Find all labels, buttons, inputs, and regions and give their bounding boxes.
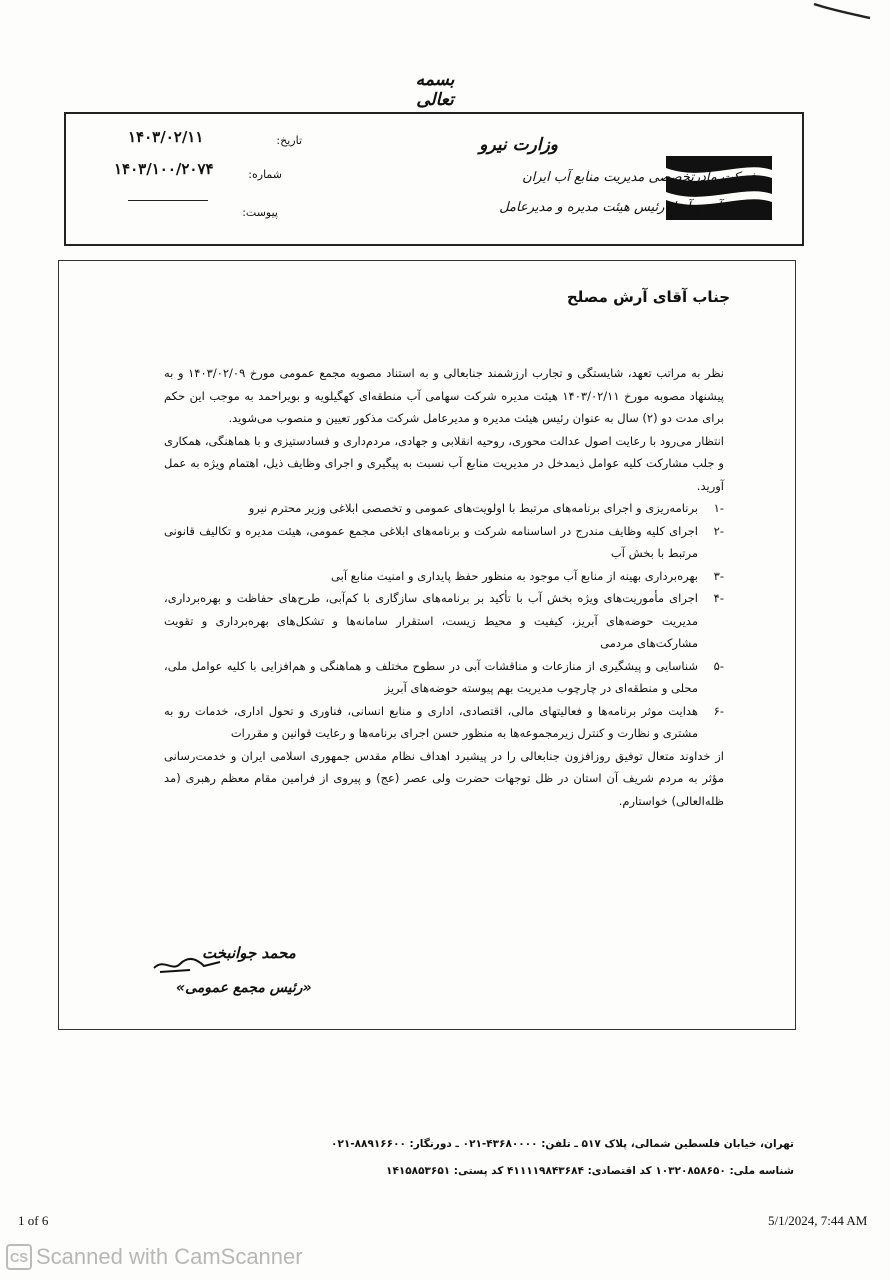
item-text: اجرای کلیه وظایف مندرج در اساسنامه شرکت و برنامه‌های ابلاغی مجمع عمومی، هیئت مدیره و تکالیف قانونی مرتبط با بخش آب: [164, 523, 698, 560]
closing-paragraph: از خداوند متعال توفیق روزافزون جنابعالی را در پیشبرد اهداف نظام مقدس جمهوری اسلامی ایران و خدمت‌رسانی مؤثر به مردم شریف آن استان در ظل توجهات حضرت ولی عصر (عج) و پیروی از فرامین مقام معظم رهبری (مد ظله‌العالی) خواستارم.: [164, 748, 724, 808]
item-number: -۲: [713, 523, 724, 538]
item-number: -۵: [713, 658, 724, 673]
paragraph-expectations: انتظار می‌رود با رعایت اصول عدالت محوری، روحیه انقلابی و جهادی، مردم‌داری و فسادستیزی و با هماهنگی، همکاری و جلب مشارکت کلیه عوامل ذیمدخل در مدیریت منابع آب نسبت به پیگیری و اجرای وظایف ذیل، اهتمام ویژه به عمل آورید.: [164, 433, 724, 493]
corner-scan-mark: [812, 0, 872, 20]
item-number: -۱: [713, 501, 724, 515]
item-text: شناسایی و پیشگیری از منازعات و مناقشات آبی در سطوح مختلف و هماهنگی و هم‌افزایی با کلیه عوامل ملی، محلی و منطقه‌ای در چارچوب مدیریت بهم پیوسته حوضه‌های آبریز: [164, 658, 698, 695]
date-label: تاریخ:: [276, 134, 302, 147]
attachment-rule: [128, 200, 208, 201]
footer-ids: شناسه ملی: ۱۰۳۲۰۸۵۸۶۵۰ کد اقتصادی: ۴۱۱۱۱۹۸۴۳۶۸۴ کد پستی: ۱۴۱۵۸۵۳۶۵۱: [386, 1165, 794, 1177]
list-item: [164, 700, 724, 745]
item-number: -۳: [713, 568, 724, 583]
camscanner-watermark: [6, 1242, 303, 1272]
number-label: شماره:: [248, 168, 282, 181]
camscanner-logo-icon: CS: [6, 1244, 32, 1270]
signer-title: «رئیس مجمع عمومی»: [176, 980, 312, 996]
date-value: ۱۴۰۳/۰۲/۱۱: [128, 128, 204, 146]
signer-name: محمد جوانبخت: [202, 944, 296, 962]
recipient-line: جناب آقای آرش مصلح: [566, 288, 730, 306]
number-value: ۱۴۰۳/۱۰۰/۲۰۷۴: [114, 160, 214, 178]
item-text: برنامه‌ریزی و اجرای برنامه‌های مرتبط با اولویت‌های عمومی و تخصصی ابلاغی وزیر محترم نیرو: [248, 501, 698, 515]
item-text: بهره‌برداری بهینه از منابع آب موجود به منظور حفظ پایداری و امنیت منابع آبی: [331, 568, 698, 583]
item-text: اجرای مأموریت‌های ویژه بخش آب با تأکید بر برنامه‌های سازگاری با کم‌آبی، طرح‌های حفاظت و بهره‌برداری، مدیریت حوضه‌های آبریز، کیفیت و محیط زیست، استقرار سامانه‌ها و تشکل‌های بهره‌برداری و تقویت مشارکت‌های مردمی: [164, 591, 698, 650]
list-item: [164, 655, 724, 700]
company-name: شرکت مادرتخصصی مدیریت منابع آب ایران: [522, 170, 758, 185]
page-count: 1 of 6: [18, 1213, 49, 1228]
list-item: [164, 497, 724, 520]
list-item: [164, 565, 724, 588]
attachment-label: پیوست:: [242, 206, 278, 219]
list-item: [164, 587, 724, 655]
footer-address: تهران، خیابان فلسطین شمالی، پلاک ۵۱۷ ـ تلفن: ۴۳۶۸۰۰۰۰-۰۲۱ ـ دورنگار: ۸۸۹۱۶۶۰۰-۰۲۱: [331, 1138, 794, 1150]
print-timestamp: 5/1/2024, 7:44 AM: [768, 1213, 868, 1228]
paragraph-appointment: نظر به مراتب تعهد، شایستگی و تجارب ارزشمند جنابعالی و به استناد مصوبه مجمع عمومی مورخ ۱۴۰۳/۰۲/۰۹ و به پیشنهاد مصوبه مورخ ۱۴۰۳/۰۲/۱۱ هیئت مدیره شرکت سهامی آب منطقه‌ای کهگیلویه و بویراحمد به موجب این حکم برای مدت دو (۲) سال به عنوان رئیس هیئت مدیره و مدیرعامل شرکت مذکور تعیین و منصوب می‌شوید.: [164, 366, 725, 425]
list-item: [164, 520, 724, 565]
item-number: -۶: [713, 703, 724, 718]
item-number: -۴: [713, 591, 724, 605]
camscanner-text: Scanned with CamScanner: [36, 1244, 303, 1269]
deputy-title: معاون آب و آبفا، رئیس هیئت مدیره و مدیرعامل: [499, 200, 758, 215]
ministry-name: وزارت نیرو: [479, 135, 558, 155]
letter-body: [164, 362, 724, 812]
bismillah-heading: بسمه تعالی: [415, 70, 455, 110]
item-text: هدایت موثر برنامه‌ها و فعالیتهای مالی، اقتصادی، اداری و منابع انسانی، فناوری و تحول اداری، خدمات رو به مشتری و نظارت و کنترل زیرمجموعه‌ها به منظور حسن اجرای برنامه‌ها و رعایت قوانین و مقررات: [164, 703, 698, 740]
